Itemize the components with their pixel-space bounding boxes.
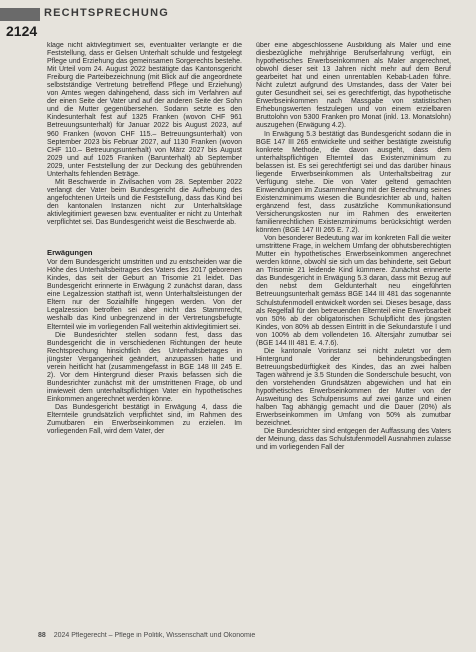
- footer-page-number: 88: [38, 632, 46, 639]
- page-header: [0, 0, 476, 38]
- paragraph: klage nicht aktivlegitimiert sei, eventualiter verlangte er die Feststellung, dass er Gelsen Unterhalt schulde und festgelegt Pflege und Erziehung das gemeinsamen Sorgerechts bestehe. Mit Urteil vom 24. August 2022 bestätigte das Kantonsgericht Freiburg die Parteibezeichnung (mit Blick auf die angeordnete selbstständige Vertretung betreffend Pflege und Erziehung) von Amtes wegen dahingehend, dass sich im Verfahren auf der einen Seite der Vater und auf der anderen Seite der Sohn und die Mutter gegenübersehen. Sodann setzte es den Kindesunterhalt fest auf 1325 Franken (wovon CHF 961 Betreuungsunterhalt) für Januar 2022 bis August 2023, auf 960 Franken (wovon CHF 115.– Betreuungsunterhalt) von September 2023 bis Februar 2027, auf 1130 Franken (wovon CHF 110.– Betreuungsunterhalt) von März 2027 bis August 2029 und auf 1025 Franken (Barunterhalt) ab September 2029, unter Feststellung der zur Deckung des gebührenden Unterhalts fehlenden Beträge.: [47, 42, 242, 178]
- page-number: 2124: [6, 23, 38, 39]
- section-title: RECHTSPRECHUNG: [44, 7, 169, 19]
- paragraph: über eine abgeschlossene Ausbildung als Maler und eine diesbezügliche mehrjährige Berufserfahrung verfügt, ein hypothetisches Erwerbseinkommen als Maler angerechnet, obwohl dieser seit 13 Jahren nicht mehr auf dem Beruf gearbeitet hat und einen unrentablen Kebab-Laden führe. Nicht zuletzt aufgrund des Umstandes, dass der Vater bei guter Gesundheit sei, sei es gerechtfertigt, das hypothetische Erwerbseinkommen nach Massgabe von statistischen Erhebungswerten festzulegen und von einem erzielbaren Bruttolohn von 5300 Franken pro Monat (inkl. 13. Monatslohn) auszugehen (Erwägung 4.2).: [256, 42, 451, 130]
- right-column: [256, 42, 451, 627]
- paragraph: Mit Beschwerde in Zivilsachen vom 28. September 2022 verlangt der Vater beim Bundesgericht die Aufhebung des angefochtenen Urteils und die Feststellung, dass das Kind bei den kantonalen Instanzen nicht zur Unterhaltsklage aktivlegitimiert gewesen bzw. eventualiter er nicht zu Unterhalt verpflichtet sei. Das Bundesgericht weist die Beschwerde ab.: [47, 178, 242, 227]
- paragraph: In Erwägung 5.3 bestätigt das Bundesgericht sodann die in BGE 147 III 265 entwickelte und seither bestätigte zweistufig konkrete Methode, die davon ausgeht, dass dem unterhaltspflichtigen Elternteil das Existenzminimum zu belassen ist. Es sei gerechtfertigt sei und das darüber hinaus liegende Erwerbseinkommen als Unterhaltsbeitrag zur Verfügung stehe. Die von Vater geltend gemachten Einwendungen im Zusammenhang mit der Berechnung seines Existenzminimums wiesen die Bundesrichter ab und, halten ergänzend fest, dass zusätzliche Kommunikationsund Versicherungskosten nur im Rahmen des erweiterten familienrechtlichen Existenzminimums berücksichtigt werden könnten (BGE 147 III 265 E. 7.2).: [256, 130, 451, 235]
- section-marker-bar: [0, 8, 40, 21]
- article-body: [47, 42, 452, 627]
- paragraph: Die Bundesrichter sind entgegen der Auffassung des Vaters der Meinung, dass das Schulstufenmodell Ausnahmen zulasse und im vorliegenden Fall der: [256, 428, 451, 452]
- paragraph: Die kantonale Vorinstanz sei nicht zuletzt vor dem Hintergrund der behinderungsbedingten Betreuungsbedürftigkeit des Kindes, das an zwei halben Tagen während je 3.5 Stunden die Sonderschule besucht, von den vorstehenden Grundsätzen abgewichen und hat ein hypothetisches Erwerbseinkommen der Mutter von der Ausweitung des Schulpensums auf zwei ganze und einen halben Tag abhängig gemacht und die Dauer (20%) als Erwerbseinkommen im Umfang von 50% als zumutbar bezeichnet.: [256, 347, 451, 428]
- section-spacer: [47, 227, 242, 249]
- paragraph: Von besonderer Bedeutung war im konkreten Fall die weiter umstrittene Frage, in welchem Umfang der obhutsberechtigten Mutter ein hypothetisches Erwerbseinkommen angerechnet werden könne, obwohl sie sich um das behinderte, seit Geburt an Trisomie 21 leidende Kind kümmere. Zunächst erinnerte das Bundesgericht in Erwägung 5.3 daran, dass mit Bezug auf den nebst dem Geldunterhalt neu eingeführten Betreuungsunterhalt gemäss BGE 144 III 481 das sogenannte Schulstufenmodell entwickelt worden sei. Dieses besage, dass als Regelfall für den betreuenden Elternteil eine Erwerbsarbeit von 50% ab der obligatorischen Schulpflicht des jüngsten Kindes, von 80% ab dessen Eintritt in die Sekundarstufe I und von 100% ab dem vollendeten 16. Altersjahr zumutbar sei (BGE 144 III 481 E. 4.7.6).: [256, 235, 451, 347]
- section-heading: Erwägungen: [47, 248, 93, 258]
- paragraph: Die Bundesrichter stellen sodann fest, dass das Bundesgericht die in verschiedenen Richtungen der heute Rechtsprechung hinsichtlich des Unterhaltsbetrages in jüngster Vergangenheit geändert, anzupassen hatte und verein heitlicht hat (zusammengefasst in BGE 148 III 245 E. 2). Vor dem Hintergrund dieser Praxis befassen sich die Bundesrichter zunächst mit der umstrittenen Frage, ob und inwieweit dem unterhaltspflichtigen Vater ein hypothetisches Einkommen angerechnet werden könne.: [47, 331, 242, 403]
- left-column: [47, 42, 242, 627]
- paragraph: Das Bundesgericht bestätigt in Erwägung 4, dass die Elternteile grundsätzlich verpflichtet sind, im Rahmen des Zumutbaren ein Erwerbseinkommen zu erzielen. Im vorliegenden Fall, wird dem Vater, der: [47, 403, 242, 436]
- paragraph: Vor dem Bundesgericht umstritten und zu entscheiden war die Höhe des Unterhaltsbeitrages des Vaters des 2017 geborenen Kindes, das seit der Geburt an Trisomie 21 leidet. Das Bundesgericht erinnerte in Erwägung 2 zunächst daran, dass eine Legalzession statthaft ist, wenn Unterhaltsleistungen der Eltern nur der Sozialhilfe hingegen werden. Von der Legalzession betroffen sei aber nicht das Stammrecht, weshalb das Kind unbegrenzend in der Vertretungsbefugte Elternteil wie im vorliegenden Fall weiterhin aktivlegitimiert sei.: [47, 259, 242, 331]
- page-footer: [38, 632, 458, 644]
- footer-publication: 2024 Pflegerecht – Pflege in Politik, Wissenschaft und Ökonomie: [53, 632, 256, 639]
